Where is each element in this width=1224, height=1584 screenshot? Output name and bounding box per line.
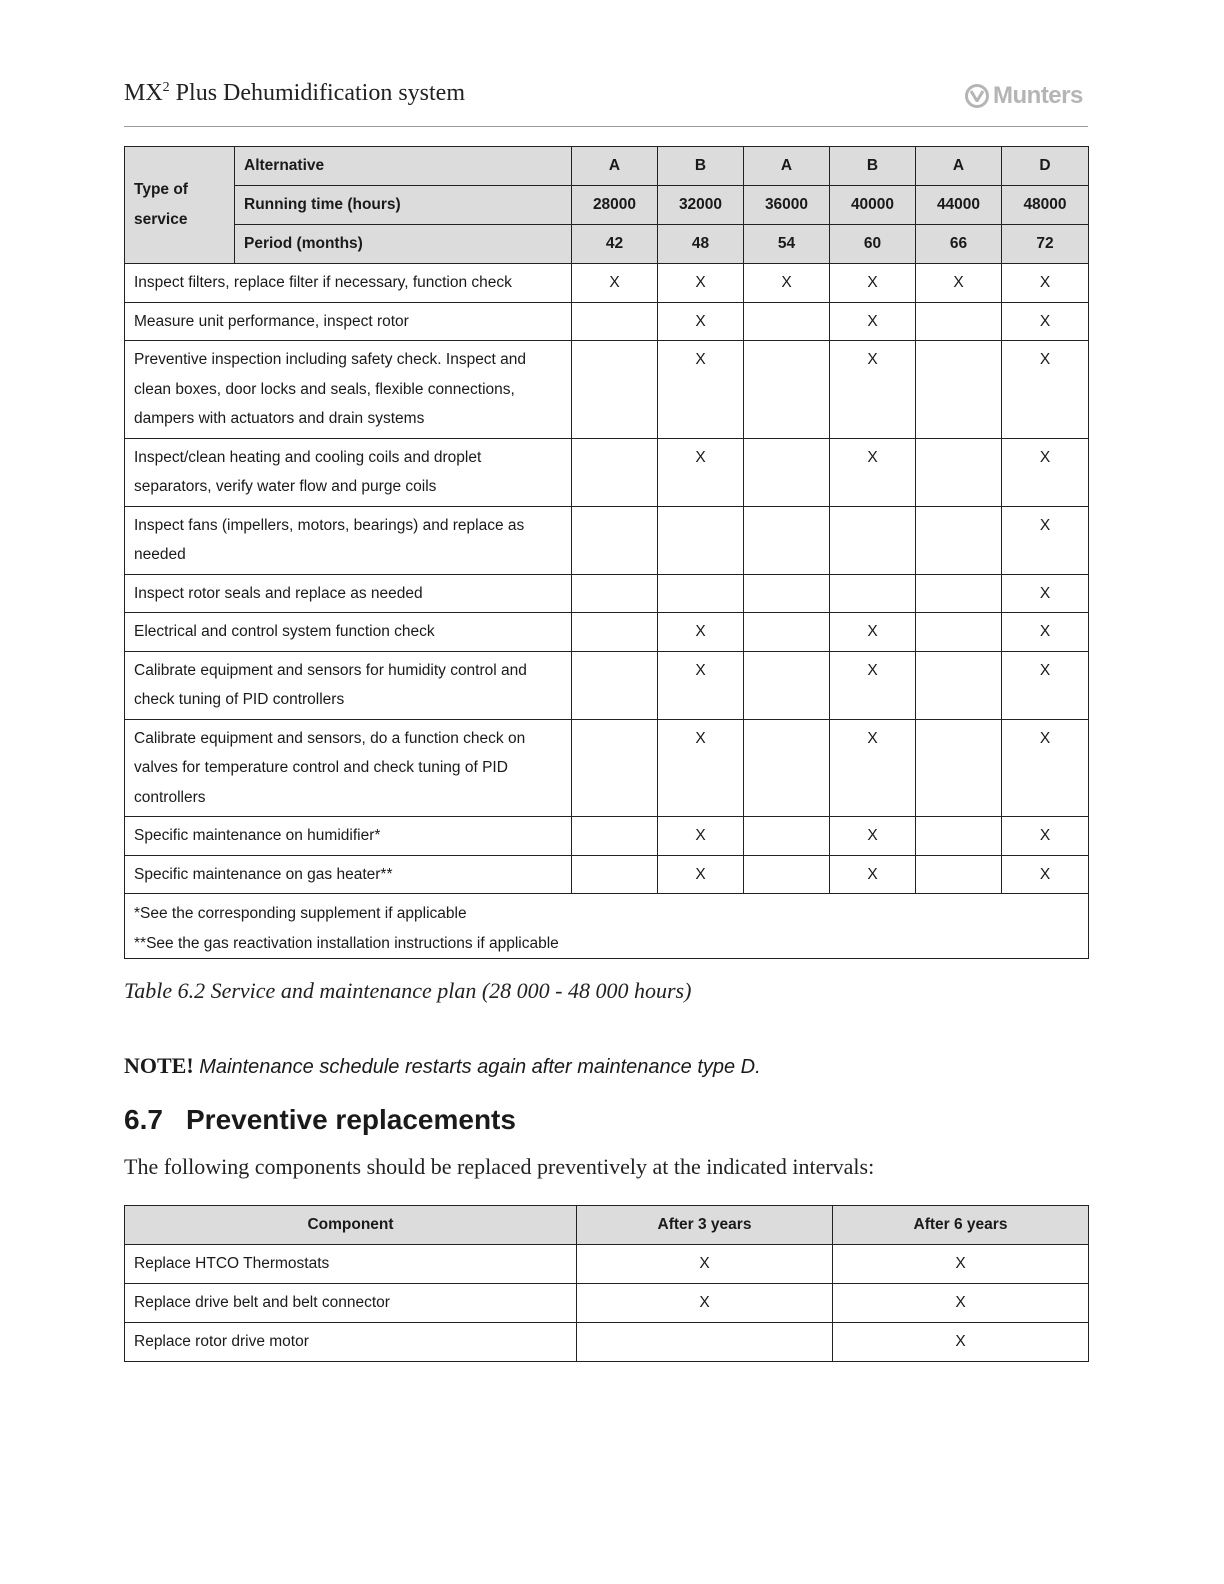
period-label: Period (months): [235, 225, 572, 264]
alternative-cell: B: [658, 147, 744, 186]
component-cell: Replace drive belt and belt connector: [125, 1284, 577, 1323]
schedule-mark-cell: X: [1002, 506, 1089, 574]
alternative-cell: A: [572, 147, 658, 186]
schedule-row: [125, 302, 1089, 341]
running-hours-cell: 40000: [830, 186, 916, 225]
schedule-mark-cell: X: [830, 264, 916, 303]
schedule-mark-cell: X: [572, 264, 658, 303]
schedule-row: [125, 341, 1089, 439]
schedule-mark-cell: [572, 855, 658, 894]
munters-logo: [965, 82, 1083, 110]
schedule-mark-cell: [916, 855, 1002, 894]
running-hours-cell: 44000: [916, 186, 1002, 225]
alternative-cell: A: [744, 147, 830, 186]
task-label: Inspect fans (impellers, motors, bearings) and replace as needed: [125, 506, 572, 574]
schedule-row: [125, 438, 1089, 506]
schedule-mark-cell: [916, 341, 1002, 439]
schedule-mark-cell: [572, 438, 658, 506]
schedule-mark-cell: [658, 574, 744, 613]
task-label: Specific maintenance on gas heater**: [125, 855, 572, 894]
schedule-mark-cell: X: [830, 651, 916, 719]
schedule-mark-cell: [916, 651, 1002, 719]
replacement-row: [125, 1284, 1089, 1323]
schedule-mark-cell: X: [658, 855, 744, 894]
after-6-years-cell: X: [833, 1323, 1089, 1362]
running-hours-cell: 36000: [744, 186, 830, 225]
schedule-mark-cell: X: [916, 264, 1002, 303]
note: [124, 1053, 761, 1079]
service-schedule-table: [124, 146, 1089, 959]
note-text: Maintenance schedule restarts again after maintenance type D.: [193, 1056, 761, 1078]
type-of-service-label: Type of service: [125, 147, 235, 264]
schedule-mark-cell: [744, 341, 830, 439]
schedule-mark-cell: [916, 574, 1002, 613]
task-label: Inspect filters, replace filter if necessary, function check: [125, 264, 572, 303]
footnotes-row: [125, 894, 1089, 959]
schedule-mark-cell: X: [830, 613, 916, 652]
period-cell: 66: [916, 225, 1002, 264]
schedule-mark-cell: [572, 506, 658, 574]
schedule-mark-cell: X: [1002, 613, 1089, 652]
period-cell: 42: [572, 225, 658, 264]
schedule-mark-cell: X: [830, 817, 916, 856]
replacement-row: [125, 1323, 1089, 1362]
section-heading: [124, 1104, 516, 1136]
schedule-mark-cell: X: [1002, 302, 1089, 341]
task-label: Measure unit performance, inspect rotor: [125, 302, 572, 341]
running-hours-cell: 28000: [572, 186, 658, 225]
footnotes: [125, 894, 1089, 959]
task-label: Calibrate equipment and sensors, do a function check on valves for temperature control and check tuning of PID controllers: [125, 719, 572, 817]
schedule-mark-cell: [572, 341, 658, 439]
header-divider: [124, 126, 1088, 127]
schedule-mark-cell: X: [830, 302, 916, 341]
section-number: 6.7: [124, 1104, 163, 1135]
table-caption: Table 6.2 Service and maintenance plan (28 000 - 48 000 hours): [124, 978, 692, 1003]
schedule-row: [125, 855, 1089, 894]
schedule-mark-cell: [830, 574, 916, 613]
schedule-mark-cell: [916, 506, 1002, 574]
after-6-years-header: After 6 years: [833, 1206, 1089, 1245]
schedule-row: [125, 613, 1089, 652]
schedule-mark-cell: [830, 506, 916, 574]
schedule-mark-cell: X: [658, 438, 744, 506]
schedule-mark-cell: [572, 613, 658, 652]
replacements-table: [124, 1205, 1089, 1362]
after-6-years-cell: X: [833, 1284, 1089, 1323]
running-hours-cell: 32000: [658, 186, 744, 225]
schedule-mark-cell: [916, 438, 1002, 506]
schedule-mark-cell: X: [830, 719, 916, 817]
schedule-mark-cell: [744, 506, 830, 574]
schedule-mark-cell: [572, 302, 658, 341]
schedule-mark-cell: [744, 719, 830, 817]
component-cell: Replace HTCO Thermostats: [125, 1245, 577, 1284]
task-label: Specific maintenance on humidifier*: [125, 817, 572, 856]
footnote: **See the gas reactivation installation instructions if applicable: [134, 934, 559, 952]
schedule-mark-cell: X: [658, 341, 744, 439]
after-6-years-cell: X: [833, 1245, 1089, 1284]
schedule-mark-cell: [572, 719, 658, 817]
schedule-row: [125, 264, 1089, 303]
task-label: Inspect rotor seals and replace as needed: [125, 574, 572, 613]
alternative-cell: D: [1002, 147, 1089, 186]
schedule-row: [125, 574, 1089, 613]
schedule-mark-cell: [572, 574, 658, 613]
schedule-mark-cell: X: [1002, 719, 1089, 817]
schedule-mark-cell: [658, 506, 744, 574]
schedule-row: [125, 506, 1089, 574]
component-cell: Replace rotor drive motor: [125, 1323, 577, 1362]
after-3-years-cell: X: [577, 1245, 833, 1284]
after-3-years-header: After 3 years: [577, 1206, 833, 1245]
schedule-mark-cell: X: [658, 264, 744, 303]
schedule-mark-cell: [916, 613, 1002, 652]
replacement-row: [125, 1245, 1089, 1284]
schedule-row: [125, 719, 1089, 817]
note-label: NOTE!: [124, 1053, 194, 1078]
running-hours-cell: 48000: [1002, 186, 1089, 225]
after-3-years-cell: X: [577, 1284, 833, 1323]
schedule-mark-cell: X: [1002, 341, 1089, 439]
task-label: Electrical and control system function check: [125, 613, 572, 652]
alternative-cell: A: [916, 147, 1002, 186]
schedule-mark-cell: X: [1002, 264, 1089, 303]
schedule-mark-cell: [572, 817, 658, 856]
schedule-mark-cell: X: [658, 719, 744, 817]
schedule-mark-cell: X: [1002, 817, 1089, 856]
schedule-mark-cell: [744, 651, 830, 719]
schedule-mark-cell: [744, 302, 830, 341]
period-cell: 72: [1002, 225, 1089, 264]
schedule-mark-cell: [744, 574, 830, 613]
schedule-mark-cell: [744, 855, 830, 894]
period-cell: 48: [658, 225, 744, 264]
schedule-mark-cell: [916, 817, 1002, 856]
schedule-mark-cell: X: [830, 438, 916, 506]
section-title: Preventive replacements: [186, 1104, 516, 1135]
task-label: Inspect/clean heating and cooling coils and droplet separators, verify water flow and purge coils: [125, 438, 572, 506]
schedule-mark-cell: [744, 817, 830, 856]
schedule-mark-cell: X: [658, 613, 744, 652]
schedule-mark-cell: X: [658, 651, 744, 719]
schedule-mark-cell: X: [830, 341, 916, 439]
document-title: $MX^2$ Plus Dehumidification system: [124, 80, 465, 106]
task-label: Calibrate equipment and sensors for humidity control and check tuning of PID controllers: [125, 651, 572, 719]
logo-text: Munters: [993, 82, 1083, 109]
alternative-cell: B: [830, 147, 916, 186]
schedule-mark-cell: X: [830, 855, 916, 894]
schedule-mark-cell: X: [658, 817, 744, 856]
schedule-mark-cell: X: [744, 264, 830, 303]
after-3-years-cell: [577, 1323, 833, 1362]
running-time-label: Running time (hours): [235, 186, 572, 225]
schedule-mark-cell: [744, 613, 830, 652]
munters-logo-icon: [965, 84, 989, 108]
schedule-mark-cell: X: [1002, 651, 1089, 719]
schedule-mark-cell: X: [1002, 574, 1089, 613]
period-cell: 60: [830, 225, 916, 264]
period-cell: 54: [744, 225, 830, 264]
schedule-mark-cell: X: [658, 302, 744, 341]
schedule-mark-cell: [572, 651, 658, 719]
alternative-label: Alternative: [235, 147, 572, 186]
schedule-row: [125, 817, 1089, 856]
schedule-mark-cell: [916, 719, 1002, 817]
footnote: *See the corresponding supplement if applicable: [134, 905, 467, 922]
schedule-row: [125, 651, 1089, 719]
task-label: Preventive inspection including safety check. Inspect and clean boxes, door locks and seals, flexible connections, dampers with actuators and drain systems: [125, 341, 572, 439]
intro-paragraph: The following components should be replaced preventively at the indicated intervals:: [124, 1154, 875, 1179]
schedule-mark-cell: X: [1002, 855, 1089, 894]
schedule-mark-cell: [916, 302, 1002, 341]
schedule-mark-cell: [744, 438, 830, 506]
component-header: Component: [125, 1206, 577, 1245]
schedule-mark-cell: X: [1002, 438, 1089, 506]
